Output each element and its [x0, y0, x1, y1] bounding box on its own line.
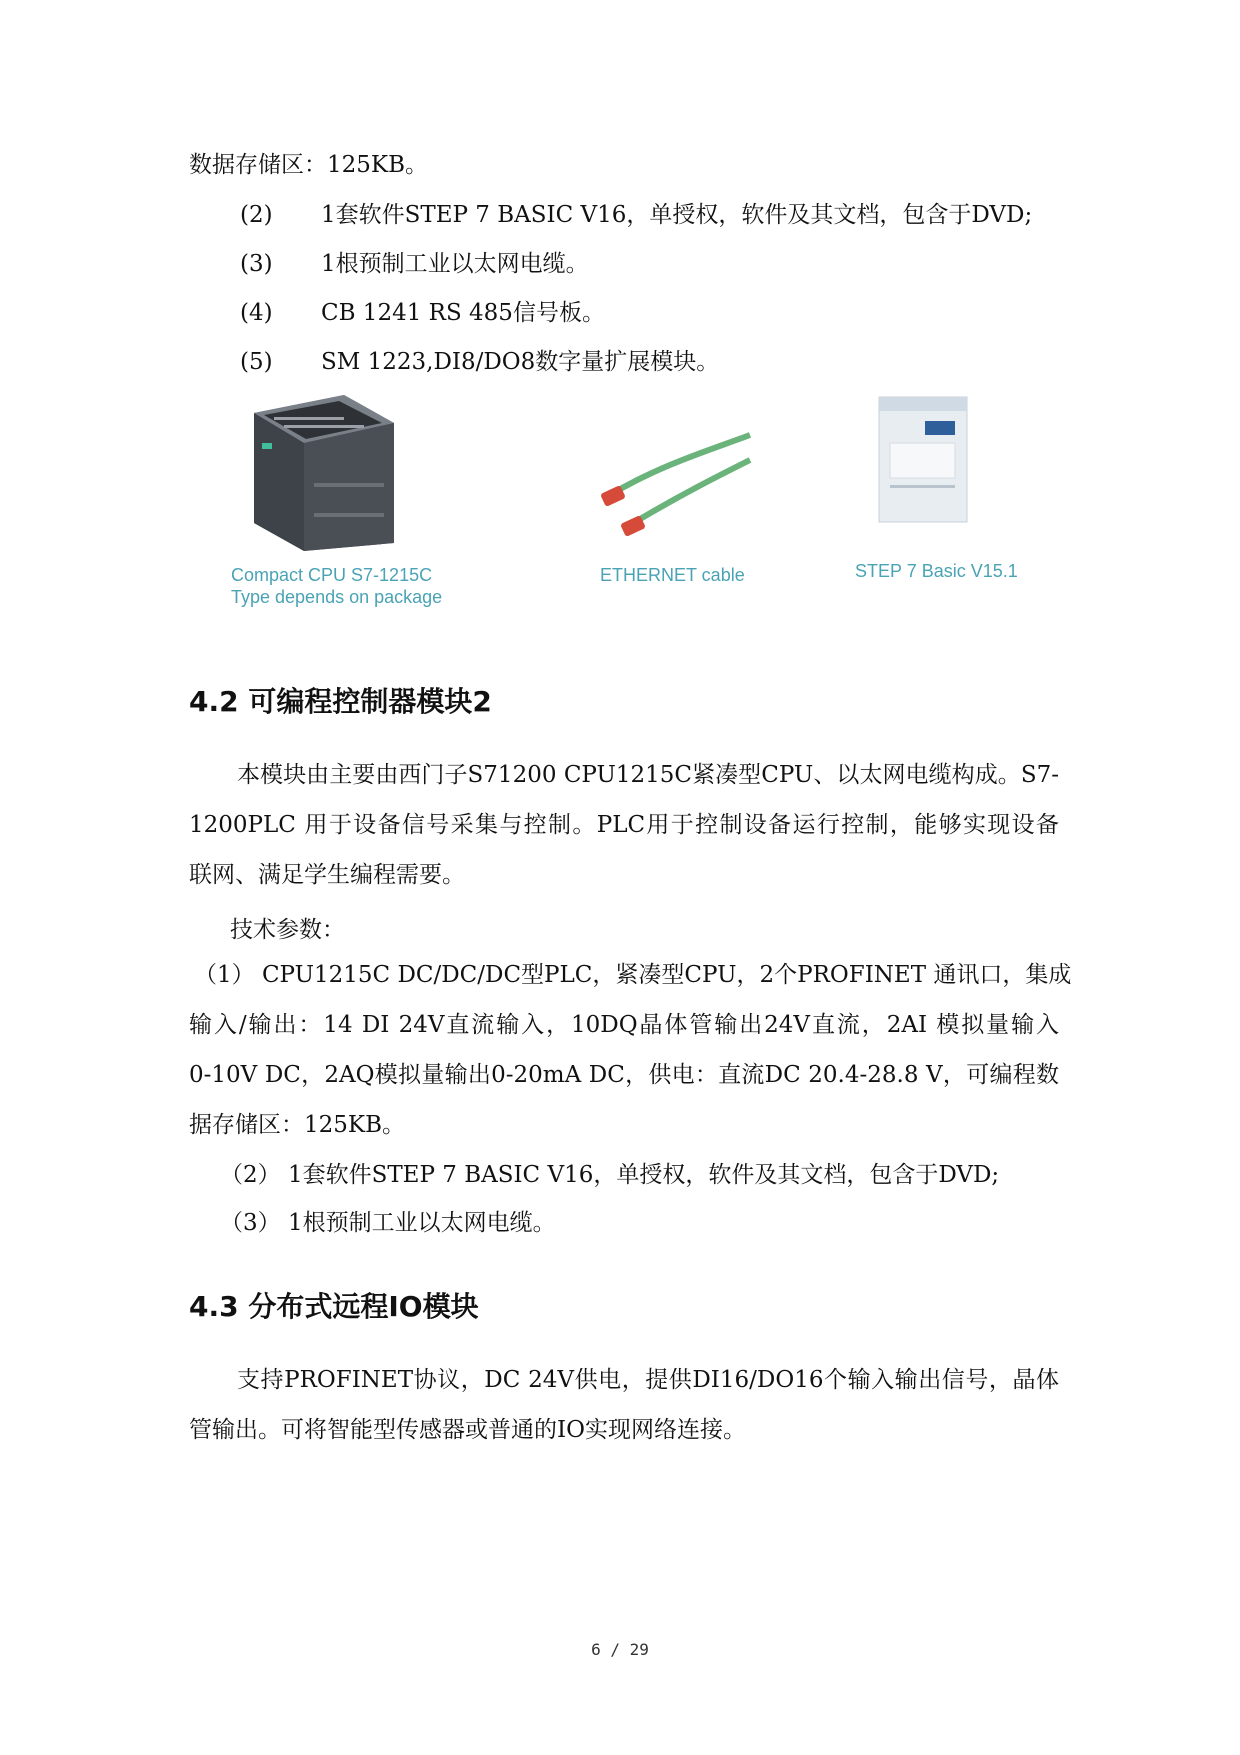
paragraph-line: （3） 1根预制工业以太网电缆。	[220, 1210, 556, 1236]
paragraph-line: （1） CPU1215C DC/DC/DC型PLC，紧凑型CPU，2个PROFINET 通讯口，集成	[194, 962, 1072, 988]
figure-caption: ETHERNET cable	[600, 565, 745, 585]
paragraph-line: 管输出。可将智能型传感器或普通的IO实现网络连接。	[189, 1417, 746, 1443]
paragraph-line: （2） 1套软件STEP 7 BASIC V16，单授权，软件及其文档，包含于DVD;	[220, 1162, 1000, 1188]
paragraph-line: 1200PLC 用于设备信号采集与控制。PLC用于控制设备运行控制，能够实现设备	[189, 812, 1059, 838]
paragraph-line: 0-10V DC，2AQ模拟量输出0-20mA DC，供电：直流DC 20.4-28.8 V，可编程数	[189, 1062, 1059, 1088]
paragraph-line: 联网、满足学生编程需要。	[189, 862, 465, 888]
list-item: CB 1241 RS 485信号板。	[321, 300, 605, 326]
page-number: 6 / 29	[591, 1640, 649, 1659]
list-number: (2)	[240, 202, 273, 228]
paragraph-line: 数据存储区：125KB。	[189, 152, 428, 178]
list-item: 1根预制工业以太网电缆。	[321, 251, 589, 277]
section-heading: 4.3 分布式远程IO模块	[189, 1290, 479, 1323]
paragraph-line: 输入/输出：14 DI 24V直流输入，10DQ晶体管输出24V直流，2AI 模拟量输入	[189, 1012, 1059, 1038]
figure-caption: Compact CPU S7-1215C	[231, 565, 433, 585]
list-number: (3)	[240, 251, 273, 277]
paragraph-line: 本模块由主要由西门子S71200 CPU1215C紧凑型CPU、以太网电缆构成。S7-	[237, 762, 1059, 788]
list-item: SM 1223,DI8/DO8数字量扩展模块。	[321, 349, 720, 375]
plc-cpu-image	[244, 393, 404, 553]
section-heading: 4.2 可编程控制器模块2	[189, 685, 492, 718]
paragraph-line: 据存储区：125KB。	[189, 1112, 405, 1138]
paragraph-line: 技术参数：	[230, 917, 345, 943]
list-number: (5)	[240, 349, 273, 375]
figure-caption: Type depends on package	[231, 587, 443, 607]
figure-caption: STEP 7 Basic V15.1	[855, 561, 1018, 581]
step7-software-box-image	[875, 393, 975, 528]
paragraph-line: 支持PROFINET协议，DC 24V供电，提供DI16/DO16个输入输出信号，晶体	[237, 1367, 1059, 1393]
ethernet-cable-image	[600, 425, 760, 540]
list-number: (4)	[240, 300, 273, 326]
list-item: 1套软件STEP 7 BASIC V16，单授权，软件及其文档，包含于DVD;	[321, 202, 1033, 228]
